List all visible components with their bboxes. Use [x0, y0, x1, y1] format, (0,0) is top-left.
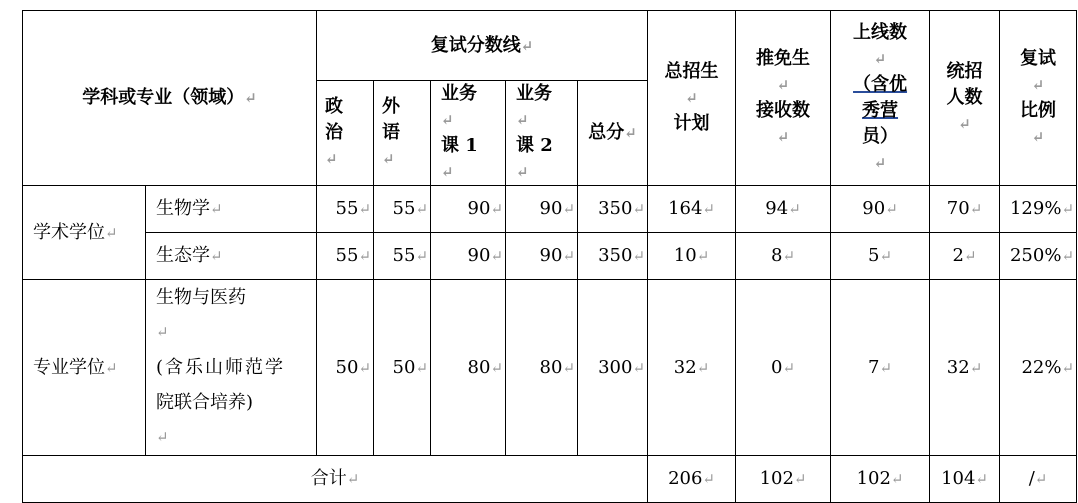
cell-politics: 55↵ [317, 186, 374, 233]
cell-course1: 90↵ [431, 186, 506, 233]
header-politics: 政 治 ↵ [317, 81, 374, 186]
cell-politics: 55↵ [317, 233, 374, 280]
cell-recommended: 0↵ [736, 280, 831, 456]
cell-language: 50↵ [374, 280, 431, 456]
cell-language: 55↵ [374, 233, 431, 280]
cell-ratio: 22%↵ [1000, 280, 1077, 456]
header-language: 外 语 ↵ [374, 81, 431, 186]
retest-score-table [22, 10, 1077, 503]
total-online: 102↵ [831, 456, 930, 503]
table-row [23, 186, 1077, 233]
cell-language: 55↵ [374, 186, 431, 233]
cell-ratio: 250%↵ [1000, 233, 1077, 280]
cell-total: 350↵ [578, 233, 648, 280]
cell-online: 90↵ [831, 186, 930, 233]
total-label: 合计↵ [23, 456, 648, 503]
cell-total: 350↵ [578, 186, 648, 233]
total-plan: 206↵ [648, 456, 736, 503]
cell-course2: 80↵ [506, 280, 578, 456]
cell-plan: 10↵ [648, 233, 736, 280]
header-total-score: 总分↵ [578, 81, 648, 186]
header-retest-ratio: 复试 ↵ 比例 ↵ [1000, 11, 1077, 186]
group-academic: 学术学位↵ [23, 186, 146, 280]
header-discipline: 学科或专业（领域）↵ [23, 11, 317, 186]
cell-online: 7↵ [831, 280, 930, 456]
header-row-1 [23, 11, 1077, 81]
table-row [23, 233, 1077, 280]
header-retest-line: 复试分数线↵ [317, 11, 648, 81]
group-professional: 专业学位↵ [23, 280, 146, 456]
header-course2: 业务 ↵ 课 2 ↵ [506, 81, 578, 186]
header-recommended: 推免生 ↵ 接收数 ↵ [736, 11, 831, 186]
total-ratio: /↵ [1000, 456, 1077, 503]
cell-ratio: 129%↵ [1000, 186, 1077, 233]
cell-course1: 80↵ [431, 280, 506, 456]
cell-course1: 90↵ [431, 233, 506, 280]
total-recommended: 102↵ [736, 456, 831, 503]
cell-unified: 32↵ [930, 280, 1000, 456]
header-course1: 业务 ↵ 课 1 ↵ [431, 81, 506, 186]
major-name: 生物与医药 ↵ (含乐山师范学 院联合培养) ↵ [146, 280, 317, 456]
header-unified: 统招 人数 ↵ [930, 11, 1000, 186]
cell-plan: 32↵ [648, 280, 736, 456]
header-online-count: 上线数 ↵ （含优 秀营 员） ↵ [831, 11, 930, 186]
cell-recommended: 8↵ [736, 233, 831, 280]
total-row [23, 456, 1077, 503]
cell-unified: 70↵ [930, 186, 1000, 233]
major-name: 生态学↵ [146, 233, 317, 280]
cell-politics: 50↵ [317, 280, 374, 456]
cell-course2: 90↵ [506, 233, 578, 280]
cell-online: 5↵ [831, 233, 930, 280]
header-total-enroll: 总招生 ↵ 计划 [648, 11, 736, 186]
cell-recommended: 94↵ [736, 186, 831, 233]
cell-course2: 90↵ [506, 186, 578, 233]
cell-plan: 164↵ [648, 186, 736, 233]
major-name: 生物学↵ [146, 186, 317, 233]
table-row [23, 280, 1077, 456]
cell-total: 300↵ [578, 280, 648, 456]
cell-unified: 2↵ [930, 233, 1000, 280]
total-unified: 104↵ [930, 456, 1000, 503]
